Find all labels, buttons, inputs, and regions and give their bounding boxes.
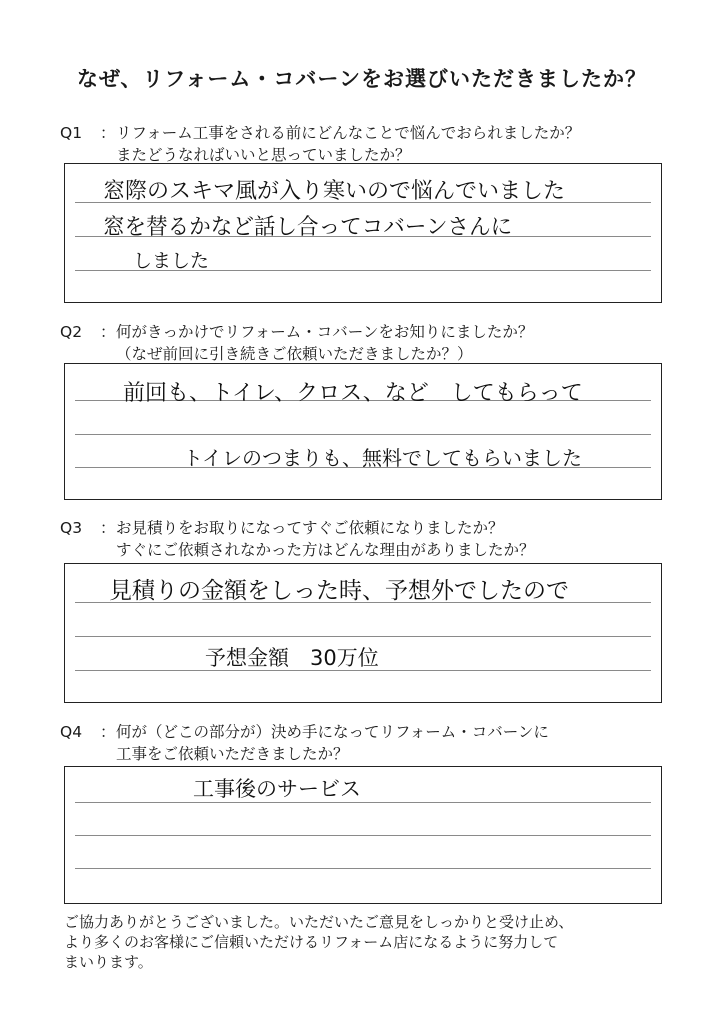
handwritten-answer: 工事後のサービス <box>193 777 361 801</box>
question-colon: ： <box>100 519 116 537</box>
answer-box-4 <box>64 766 662 904</box>
question-number: Q3 <box>60 519 83 537</box>
closing-message <box>64 912 573 972</box>
question-text: （なぜ前回に引き続きご依頼いただきましたか？） <box>116 345 473 363</box>
question-3 <box>60 517 535 561</box>
handwritten-answer: 見積りの金額をしった時、予想外でしたので <box>109 578 569 604</box>
question-number: Q2 <box>60 323 83 341</box>
handwritten-answer: 予想金額 30万位 <box>205 646 379 670</box>
handwritten-answer: 窓を替るかなど話し合ってコバーンさんに <box>103 215 513 240</box>
question-4 <box>60 721 549 765</box>
question-colon: ： <box>100 124 116 142</box>
question-text: またどうなればいいと思っていましたか？ <box>116 146 411 164</box>
closing-line: より多くのお客様にご信頼いただけるリフォーム店になるように努力して <box>64 933 559 951</box>
answer-box-1 <box>64 163 662 303</box>
question-text: 工事をご依頼いただきましたか？ <box>116 745 349 763</box>
question-text: 何がきっかけでリフォーム・コバーンをお知りにましたか？ <box>116 323 534 341</box>
answer-box-3 <box>64 563 662 703</box>
question-2 <box>60 321 533 365</box>
question-text: リフォーム工事をされる前にどんなことで悩んでおられましたか？ <box>116 124 581 142</box>
question-text: 何が（どこの部分が）決め手になってリフォーム・コバーンに <box>116 723 549 741</box>
closing-line: まいります。 <box>64 953 153 971</box>
question-text: お見積りをお取りになってすぐご依頼になりましたか？ <box>116 519 504 537</box>
survey-title: なぜ、リフォーム・コバーンをお選びいただきましたか？ <box>77 67 647 91</box>
question-colon: ： <box>100 323 116 341</box>
handwritten-answer: トイレのつまりも、無料でしてもらいました <box>183 446 582 470</box>
handwritten-answer: 窓際のスキマ風が入り寒いので悩んでいました <box>103 179 566 204</box>
question-text: すぐにご依頼されなかった方はどんな理由がありましたか？ <box>116 541 535 559</box>
closing-line: ご協力ありがとうございました。いただいたご意見をしっかりと受け止め、 <box>64 913 574 931</box>
answer-box-2 <box>64 363 662 500</box>
handwritten-answer: しました <box>133 250 210 272</box>
question-1 <box>60 122 580 166</box>
handwritten-answer: 前回も、トイレ、クロス、など してもらって <box>123 381 583 406</box>
question-number: Q4 <box>60 723 83 741</box>
question-colon: ： <box>100 723 116 741</box>
question-number: Q1 <box>60 124 83 142</box>
